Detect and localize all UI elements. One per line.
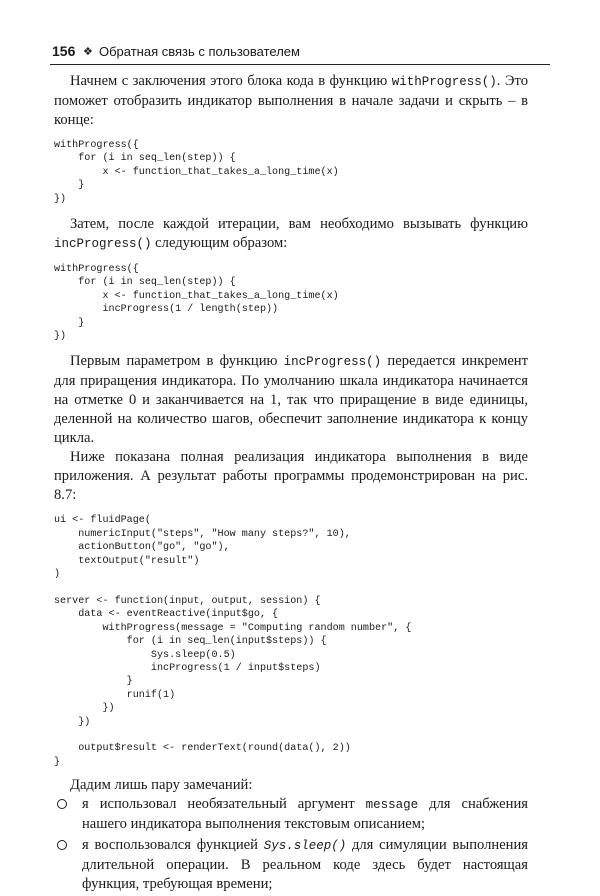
list-item: я воспользовался функцией Sys.sleep() для симуляции выполнения длительной операции. В реальном коде здесь будет настоящая функция, требующая времени; [54, 836, 528, 894]
inline-code: withProgress() [391, 75, 497, 89]
paragraph-incprogress: Затем, после каждой итерации, вам необходимо вызывать функцию incProgress() следующим образом: [54, 216, 528, 252]
paragraph-notes: Дадим лишь пару замечаний: [70, 777, 253, 794]
chapter-title: Обратная связь с пользователем [99, 44, 300, 59]
running-header [50, 42, 550, 65]
inline-code: incProgress() [54, 237, 152, 252]
paragraph-intro: Начнем с заключения этого блока кода в функцию withProgress(). Это поможет отобразить индикатор выполнения в начале задачи и скрыть – в конце: [54, 73, 528, 128]
notes-list [54, 795, 528, 894]
paragraph-full-example: Ниже показана полная реализация индикатора выполнения в виде приложения. А результат работы программы продемонстрирован на рис. 8.7: [54, 449, 528, 504]
page-number: 156 [52, 43, 76, 59]
inline-code: incProgress() [283, 355, 382, 370]
circle-bullet-icon [57, 840, 67, 850]
list-item: я использовал необязательный аргумент message для снабжения нашего индикатора выполнения текстовым описанием; [54, 795, 528, 834]
code-block-3: ui <- fluidPage( numericInput("steps", "How many steps?", 10), actionButton("go", "go"), textOutput("result") ) server <- function(input, output, session) { data <- eventReactive(input$go, { withProgress(message = "Computing random number", { for (i in seq_len(input$steps)) { Sys.sleep(0.5) incProgress(1 / input$steps) } runif(1) }) }) output$result <- renderText(round(data(), 2)) } [54, 515, 412, 768]
paragraph-parameter: Первым параметром в функцию incProgress() передается инкремент для приращения индикатора. По умолчанию шкала индикатора начинается на отметке 0 и заканчивается на 1, так что приращение в виде единицы, деленной на количество шагов, обеспечит заполнение индикатора к концу цикла. [54, 353, 528, 447]
code-block-1: withProgress({ for (i in seq_len(step)) { x <- function_that_takes_a_long_time(x) } }) [54, 140, 339, 205]
inline-code: Sys.sleep() [263, 839, 347, 854]
page-body [54, 72, 528, 896]
ornament-icon: ❖ [83, 45, 93, 58]
code-block-2: withProgress({ for (i in seq_len(step)) { x <- function_that_takes_a_long_time(x) incProgress(1 / length(step)) } }) [54, 264, 339, 343]
inline-code: message [365, 798, 419, 813]
circle-bullet-icon [57, 799, 67, 809]
